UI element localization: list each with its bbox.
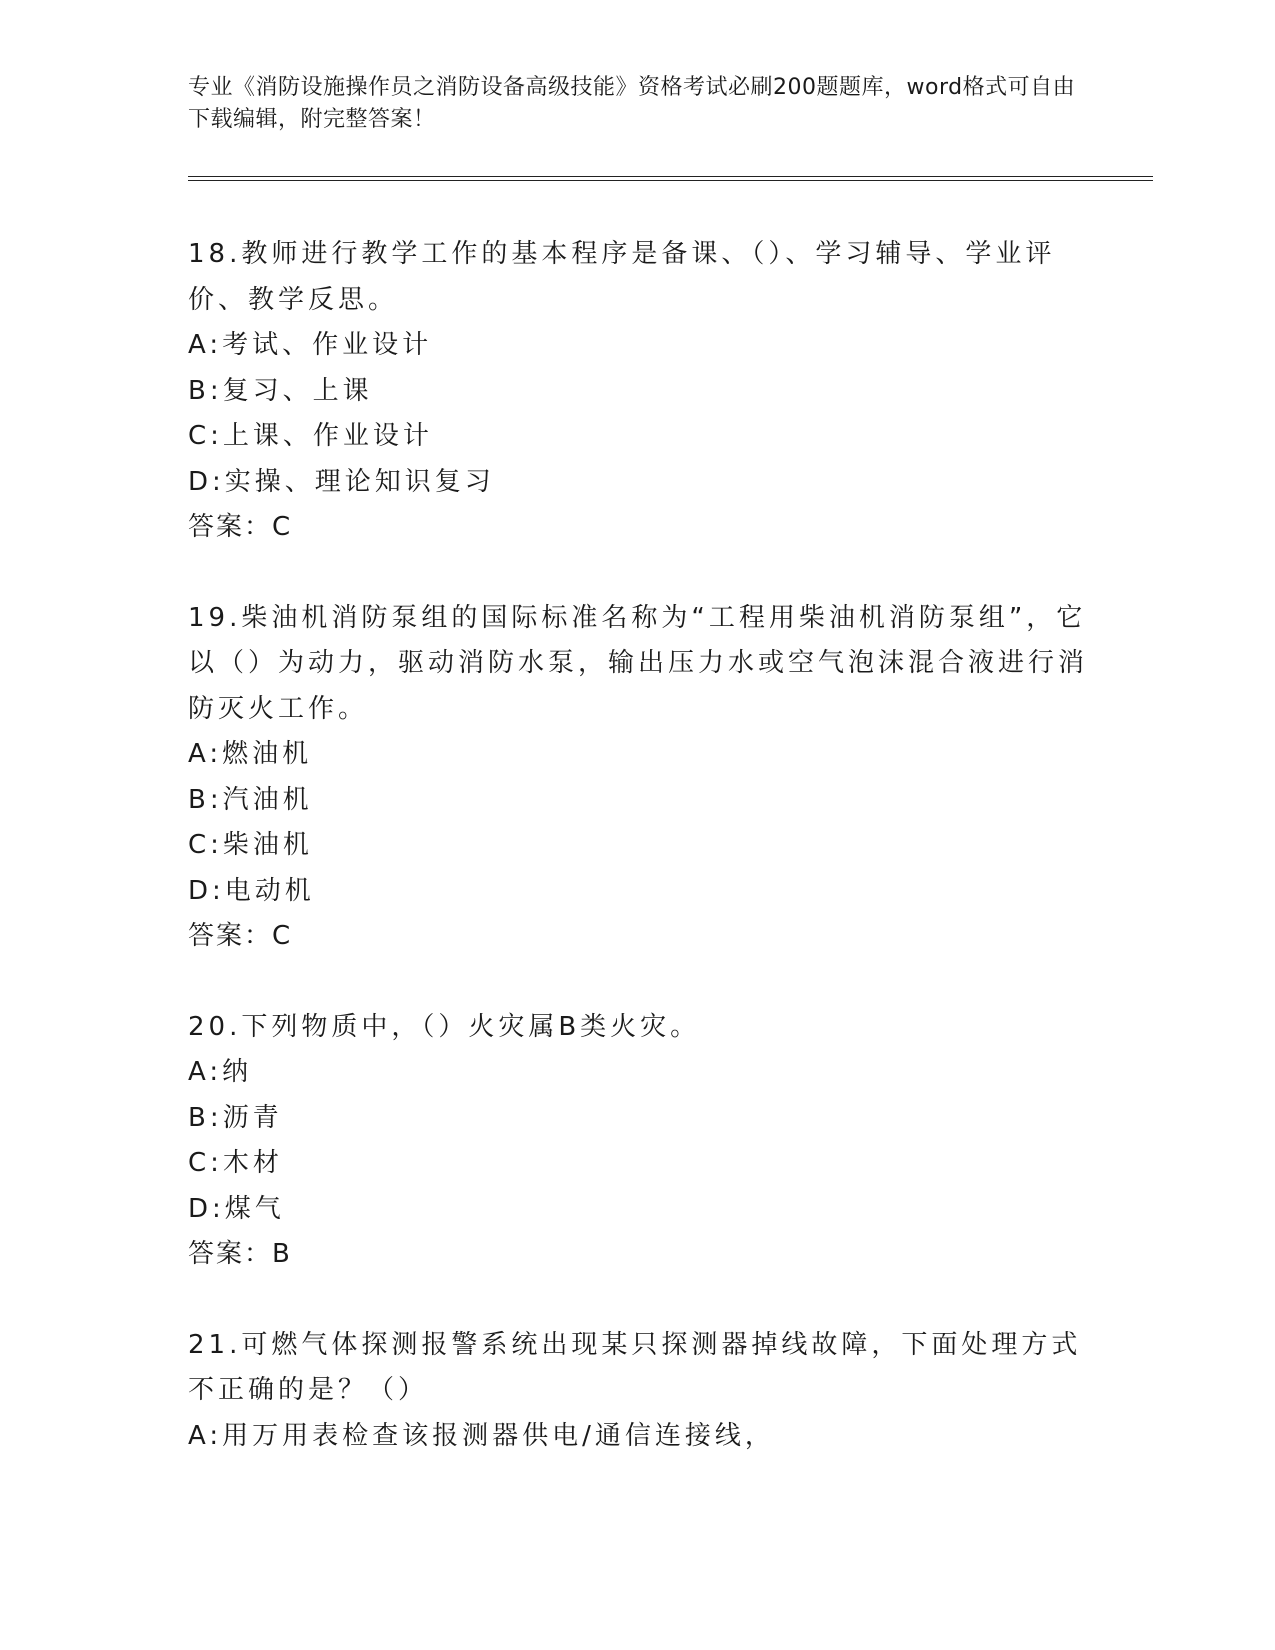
option-c: C:柴油机 [188, 830, 313, 860]
option-d: D:电动机 [188, 875, 315, 906]
question-stem: 20.下列物质中，（）火灾属B类火灾。 [188, 1011, 701, 1042]
question-stem: 21.可燃气体探测报警系统出现某只探测器掉线故障，下面处理方式不正确的是？（） [188, 1329, 1082, 1405]
option-c: C:木材 [188, 1148, 283, 1178]
header-text: 专业《消防设施操作员之消防设备高级技能》资格考试必刷200题题库，word格式可自由下载编辑，附完整答案！ [188, 75, 1076, 132]
option-a: A:纳 [188, 1057, 253, 1087]
answer: 答案：C [188, 921, 293, 951]
answer: 答案：B [188, 1239, 292, 1269]
question-18 [188, 232, 1088, 551]
option-b: B:复习、上课 [188, 375, 373, 406]
option-b: B:沥青 [188, 1102, 283, 1133]
option-a: A:用万用表检查该报测器供电/通信连接线， [188, 1420, 775, 1451]
header-double-rule [188, 176, 1153, 181]
option-c: C:上课、作业设计 [188, 421, 433, 451]
question-20 [188, 1005, 1088, 1278]
option-a: A:燃油机 [188, 739, 313, 769]
option-a: A:考试、作业设计 [188, 330, 433, 360]
document-header [188, 72, 1078, 136]
question-19 [188, 596, 1088, 960]
question-21 [188, 1323, 1088, 1460]
question-list [188, 232, 1088, 1504]
answer: 答案：C [188, 512, 293, 542]
option-d: D:实操、理论知识复习 [188, 466, 495, 497]
question-stem: 19.柴油机消防泵组的国际标准名称为“工程用柴油机消防泵组”，它以（）为动力，驱动消防水泵，输出压力水或空气泡沫混合液进行消防灭火工作。 [188, 602, 1089, 724]
question-stem: 18.教师进行教学工作的基本程序是备课、（）、学习辅导、学业评价、教学反思。 [188, 239, 1056, 315]
option-d: D:煤气 [188, 1193, 285, 1224]
option-b: B:汽油机 [188, 784, 313, 815]
